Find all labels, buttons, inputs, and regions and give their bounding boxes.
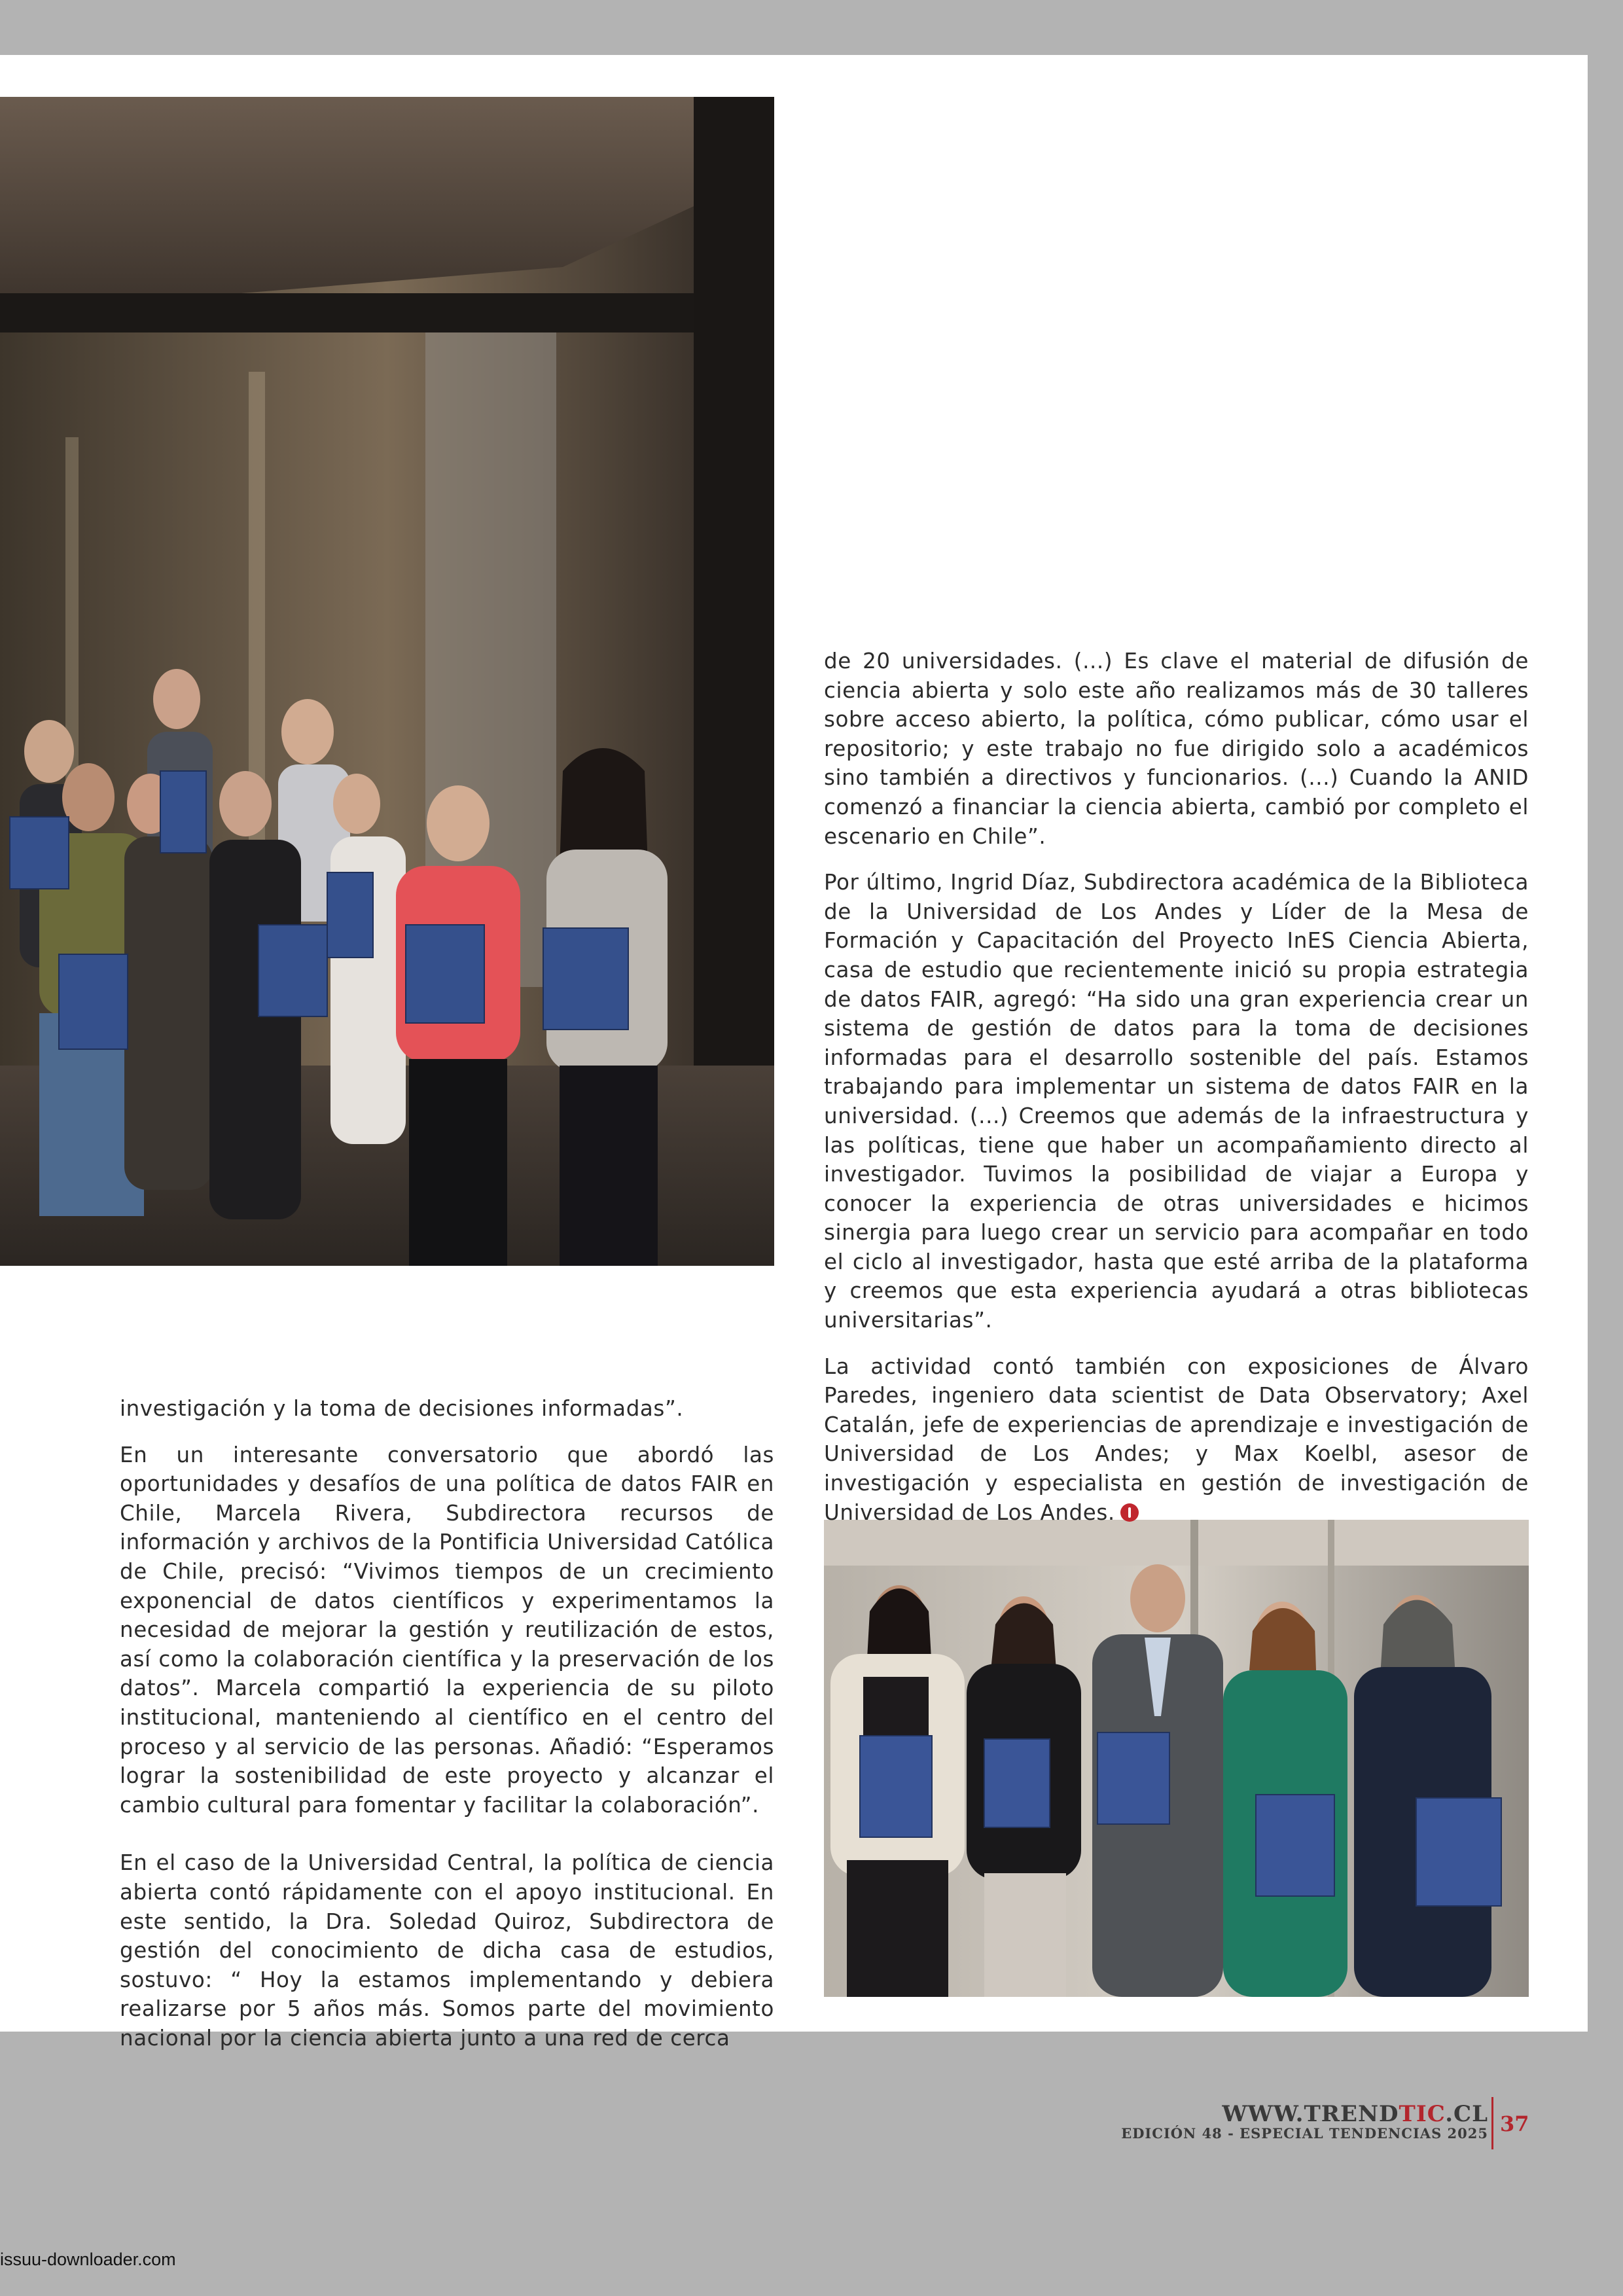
- page-number: 37: [1500, 2111, 1529, 2136]
- paragraph: En un interesante conversatorio que abordó las oportunidades y desafíos de una política de datos FAIR en Chile, Marcela Rivera, Subdirectora recursos de información y archivos de la Pontificia Universidad Católica de Chile, precisó: “Vivimos tiempos de un crecimiento exponencial de datos científicos y experimentamos la necesidad de mejorar la gestión y reutilización de estos, así como la colaboración científica y la preservación de los datos”. Marcela compartió la experiencia de su piloto institucional, manteniendo al científico en el centro del proceso y al servicio de las personas. Añadió: “Esperamos lograr la sostenibilidad de este proyecto y alcanzar el cambio cultural para fomentar y facilitar la colaboración”.: [120, 1442, 774, 1818]
- group-photo-small: [824, 1520, 1529, 1997]
- article-column-left: [120, 1394, 774, 2070]
- footer-brand: [1121, 2102, 1488, 2142]
- magazine-url: WWW.TRENDTIC.CL: [1222, 2101, 1488, 2127]
- footer-divider: [1491, 2097, 1493, 2149]
- group-photo-large: [0, 97, 774, 1266]
- end-of-article-icon: [1120, 1503, 1139, 1522]
- paragraph: Por último, Ingrid Díaz, Subdirectora académica de la Biblioteca de la Universidad de Los Andes y Líder de la Mesa de Formación y Capacitación del Proyecto InES Ciencia Abierta, casa de estudio que recientemente inició su propia estrategia de datos FAIR, agregó: “Ha sido una gran experiencia crear un sistema de gestión de datos para la toma de decisiones informadas para el desarrollo sostenible del país. Estamos trabajando para implementar un sistema de datos FAIR en la universidad. (...) Creemos que además de la infraestructura y las políticas, tiene que haber un acompañamiento directo al investigador. Tuvimos la posibilidad de viajar a Europa y conocer la experiencia de otras universidades e hicimos sinergia para luego crear un servicio para acompañar en todo el ciclo al investigador, hasta que esté arriba de la plataforma y creemos que esta experiencia ayudará a otras bibliotecas universitarias”.: [824, 870, 1529, 1333]
- paragraph: investigación y la toma de decisiones informadas”.: [120, 1396, 684, 1421]
- paragraph: En el caso de la Universidad Central, la política de ciencia abierta contó rápidamente con el apoyo institucional. En este sentido, la Dra. Soledad Quiroz, Subdirectora de gestión del conocimiento de dicha casa de estudios, sostuvo: “ Hoy la estamos implementando y debiera realizarse por 5 años más. Somos parte del movimiento nacional por la ciencia abierta junto a una red de cerca: [120, 1850, 774, 2051]
- paragraph-final: [824, 1352, 1529, 1528]
- article-column-right: [824, 647, 1529, 1544]
- paragraph-text: La actividad contó también con exposiciones de Álvaro Paredes, ingeniero data scientist de Data Observatory; Axel Catalán, jefe de experiencias de aprendizaje e investigación de Universidad de Los Andes; y Max Koelbl, asesor de investigación y especialista en gestión de investigación de Universidad de Los Andes.: [824, 1354, 1529, 1525]
- paragraph: de 20 universidades. (...) Es clave el material de difusión de ciencia abierta y solo este año realizamos más de 30 talleres sobre acceso abierto, la política, cómo publicar, cómo usar el repositorio; y este trabajo no fue dirigido solo a académicos sino también a directivos y funcionarios. (...) Cuando la ANID comenzó a financiar la ciencia abierta, cambió por completo el escenario en Chile”.: [824, 649, 1529, 849]
- magazine-page: [0, 55, 1588, 2051]
- watermark: issuu-downloader.com: [0, 2250, 176, 2269]
- edition-label: EDICIÓN 48 - ESPECIAL TENDENCIAS 2025: [1121, 2125, 1488, 2142]
